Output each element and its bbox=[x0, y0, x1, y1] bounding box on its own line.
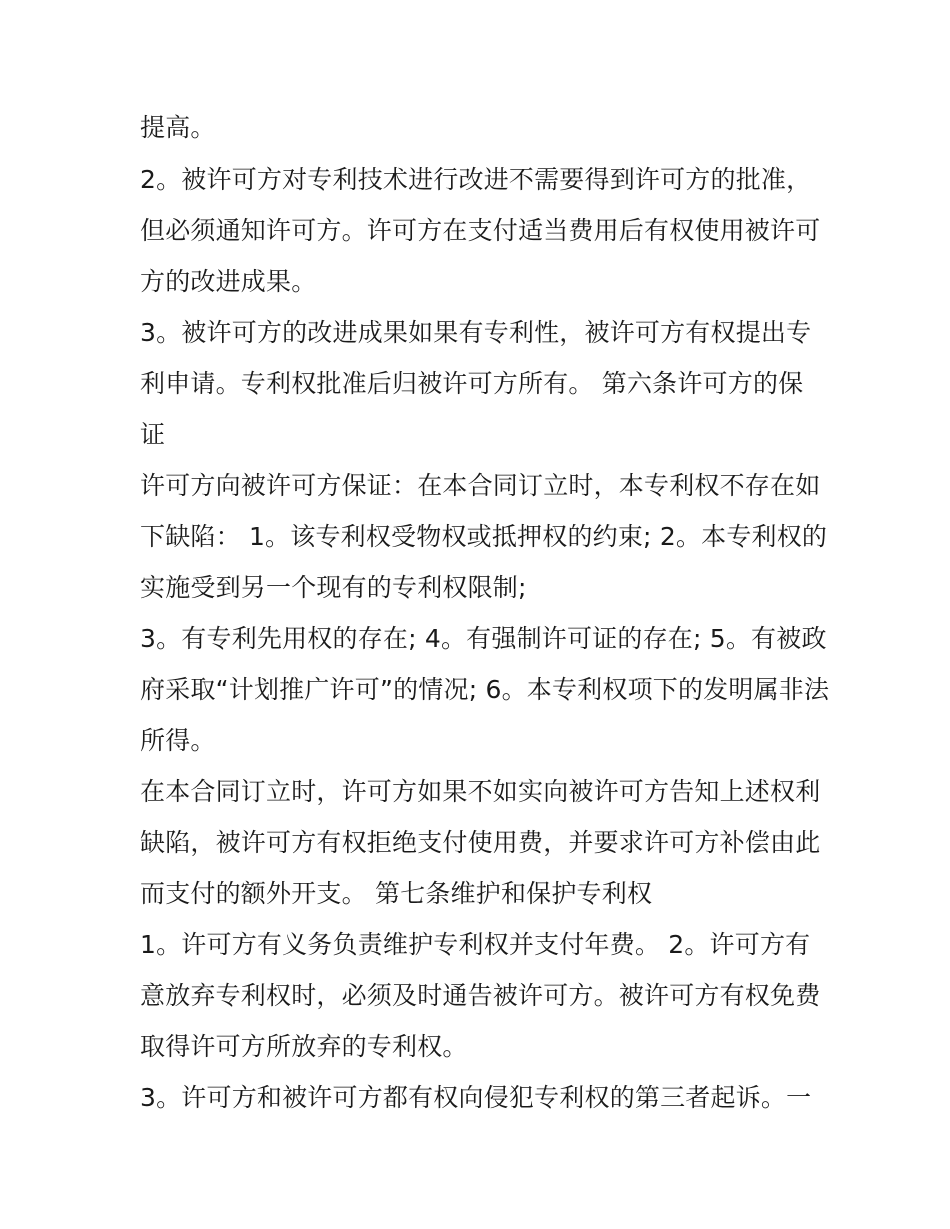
text-line: 利申请。专利权批准后归被许可方所有。 第六条许可方的保 bbox=[140, 369, 804, 398]
text-line: 方的改进成果。 bbox=[140, 267, 317, 296]
text-line: 但必须通知许可方。许可方在支付适当费用后有权使用被许可 bbox=[140, 216, 821, 245]
text-line: 取得许可方所放弃的专利权。 bbox=[140, 1032, 468, 1061]
text-line: 3。许可方和被许可方都有权向侵犯专利权的第三者起诉。一 bbox=[140, 1083, 812, 1112]
text-line: 所得。 bbox=[140, 726, 216, 755]
text-line: 2。被许可方对专利技术进行改进不需要得到许可方的批准， bbox=[140, 165, 812, 194]
text-line: 意放弃专利权时，必须及时通告被许可方。被许可方有权免费 bbox=[140, 981, 821, 1010]
text-line: 实施受到另一个现有的专利权限制; bbox=[140, 573, 527, 602]
text-line: 缺陷，被许可方有权拒绝支付使用费，并要求许可方补偿由此 bbox=[140, 828, 821, 857]
text-line: 府采取“计划推广许可”的情况; 6。本专利权项下的发明属非法 bbox=[140, 675, 830, 704]
text-line: 许可方向被许可方保证：在本合同订立时，本专利权不存在如 bbox=[140, 471, 821, 500]
text-line: 3。有专利先用权的存在; 4。有强制许可证的存在; 5。有被政 bbox=[140, 624, 827, 653]
text-line: 提高。 bbox=[140, 113, 216, 142]
text-line: 3。被许可方的改进成果如果有专利性，被许可方有权提出专 bbox=[140, 318, 812, 347]
text-line: 在本合同订立时，许可方如果不如实向被许可方告知上述权利 bbox=[140, 777, 821, 806]
text-line: 证 bbox=[140, 420, 166, 449]
text-line: 1。许可方有义务负责维护专利权并支付年费。 2。许可方有 bbox=[140, 930, 811, 959]
text-line: 而支付的额外开支。 第七条维护和保护专利权 bbox=[140, 879, 653, 908]
text-line: 下缺陷： 1。该专利权受物权或抵押权的约束; 2。本专利权的 bbox=[140, 522, 828, 551]
